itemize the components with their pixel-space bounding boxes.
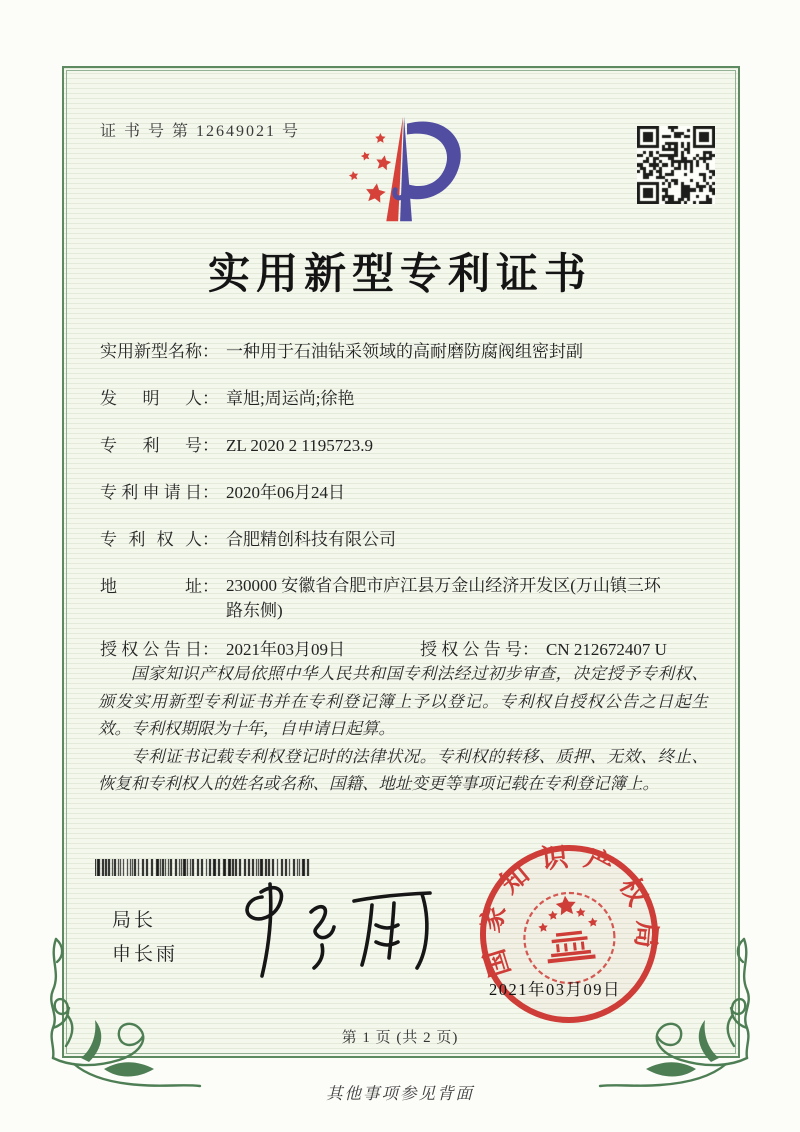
field-label: 授权公告号	[420, 640, 522, 659]
field-label: 专利申请日	[100, 483, 202, 502]
seal-date: 2021年03月09日	[489, 980, 621, 999]
field-row-filing-date: 专利申请日： 2020年06月24日	[100, 479, 710, 506]
field-value-grant-date: 2021年03月09日	[226, 640, 345, 659]
field-row-patentee: 专利权人： 合肥精创科技有限公司	[100, 526, 710, 553]
field-row-address: 地址： 230000 安徽省合肥市庐江县万金山经济开发区(万山镇三环路东侧)	[100, 573, 710, 623]
legal-text-block	[98, 660, 708, 798]
field-label: 专利号	[100, 436, 202, 455]
field-row-patent-no: 专利号： ZL 2020 2 1195723.9	[100, 432, 710, 459]
field-row-name: 实用新型名称： 一种用于石油钻采领域的高耐磨防腐阀组密封副	[100, 338, 710, 365]
field-row-inventor: 发明人： 章旭;周运尚;徐艳	[100, 385, 710, 412]
field-value-inventors: 章旭;周运尚;徐艳	[226, 389, 355, 408]
field-pair-grant-no: 授权公告号： CN 212672407 U	[420, 636, 667, 663]
legal-paragraph-1: 国家知识产权局依照中华人民共和国专利法经过初步审查，决定授予专利权、颁发实用新型专利证书并在专利登记簿上予以登记。专利权自授权公告之日起生效。专利权期限为十年，自申请日起算。	[98, 664, 708, 738]
certificate-title: 实用新型专利证书	[207, 252, 592, 298]
field-label: 发明人	[100, 389, 202, 408]
field-row-grant: 授权公告日： 2021年03月09日 授权公告号： CN 212672407 U	[100, 636, 710, 663]
back-side-note: 其他事项参见背面	[326, 1084, 474, 1103]
fields-block	[100, 338, 710, 683]
field-label: 地址	[100, 577, 202, 596]
field-value-patentee: 合肥精创科技有限公司	[226, 530, 396, 549]
field-label: 专利权人	[100, 530, 202, 549]
page-number: 第 1 页 (共 2 页)	[341, 1030, 459, 1046]
logo-p-bowl	[403, 122, 461, 200]
logo-red-spike	[386, 117, 403, 221]
commissioner-signature-icon	[225, 878, 440, 988]
qr-code-icon	[637, 126, 715, 204]
legal-paragraph-2: 专利证书记载专利权登记时的法律状况。专利权的转移、质押、无效、终止、恢复和专利权人的姓名或名称、国籍、地址变更等事项记载在专利登记簿上。	[98, 746, 708, 793]
corner-flourish-left-icon	[44, 936, 204, 1091]
field-value-address: 230000 安徽省合肥市庐江县万金山经济开发区(万山镇三环路东侧)	[226, 576, 661, 620]
field-label: 实用新型名称	[100, 342, 202, 361]
seal-ring-text: 国家知识产权局	[475, 840, 663, 981]
cnipa-logo-icon	[338, 106, 476, 236]
commissioner-title: 局长	[112, 910, 157, 931]
commissioner-name: 申长雨	[112, 944, 179, 965]
field-value-filing-date: 2020年06月24日	[226, 483, 345, 502]
certificate-serial-number: 证 书 号 第 12649021 号	[100, 123, 301, 140]
field-label: 授权公告日	[100, 640, 202, 659]
field-value-grant-number: CN 212672407 U	[546, 640, 667, 659]
barcode-icon	[95, 859, 310, 876]
field-value-utility-model-name: 一种用于石油钻采领域的高耐磨防腐阀组密封副	[226, 342, 583, 361]
official-seal-icon	[468, 833, 670, 1035]
field-value-patent-number: ZL 2020 2 1195723.9	[226, 436, 374, 455]
